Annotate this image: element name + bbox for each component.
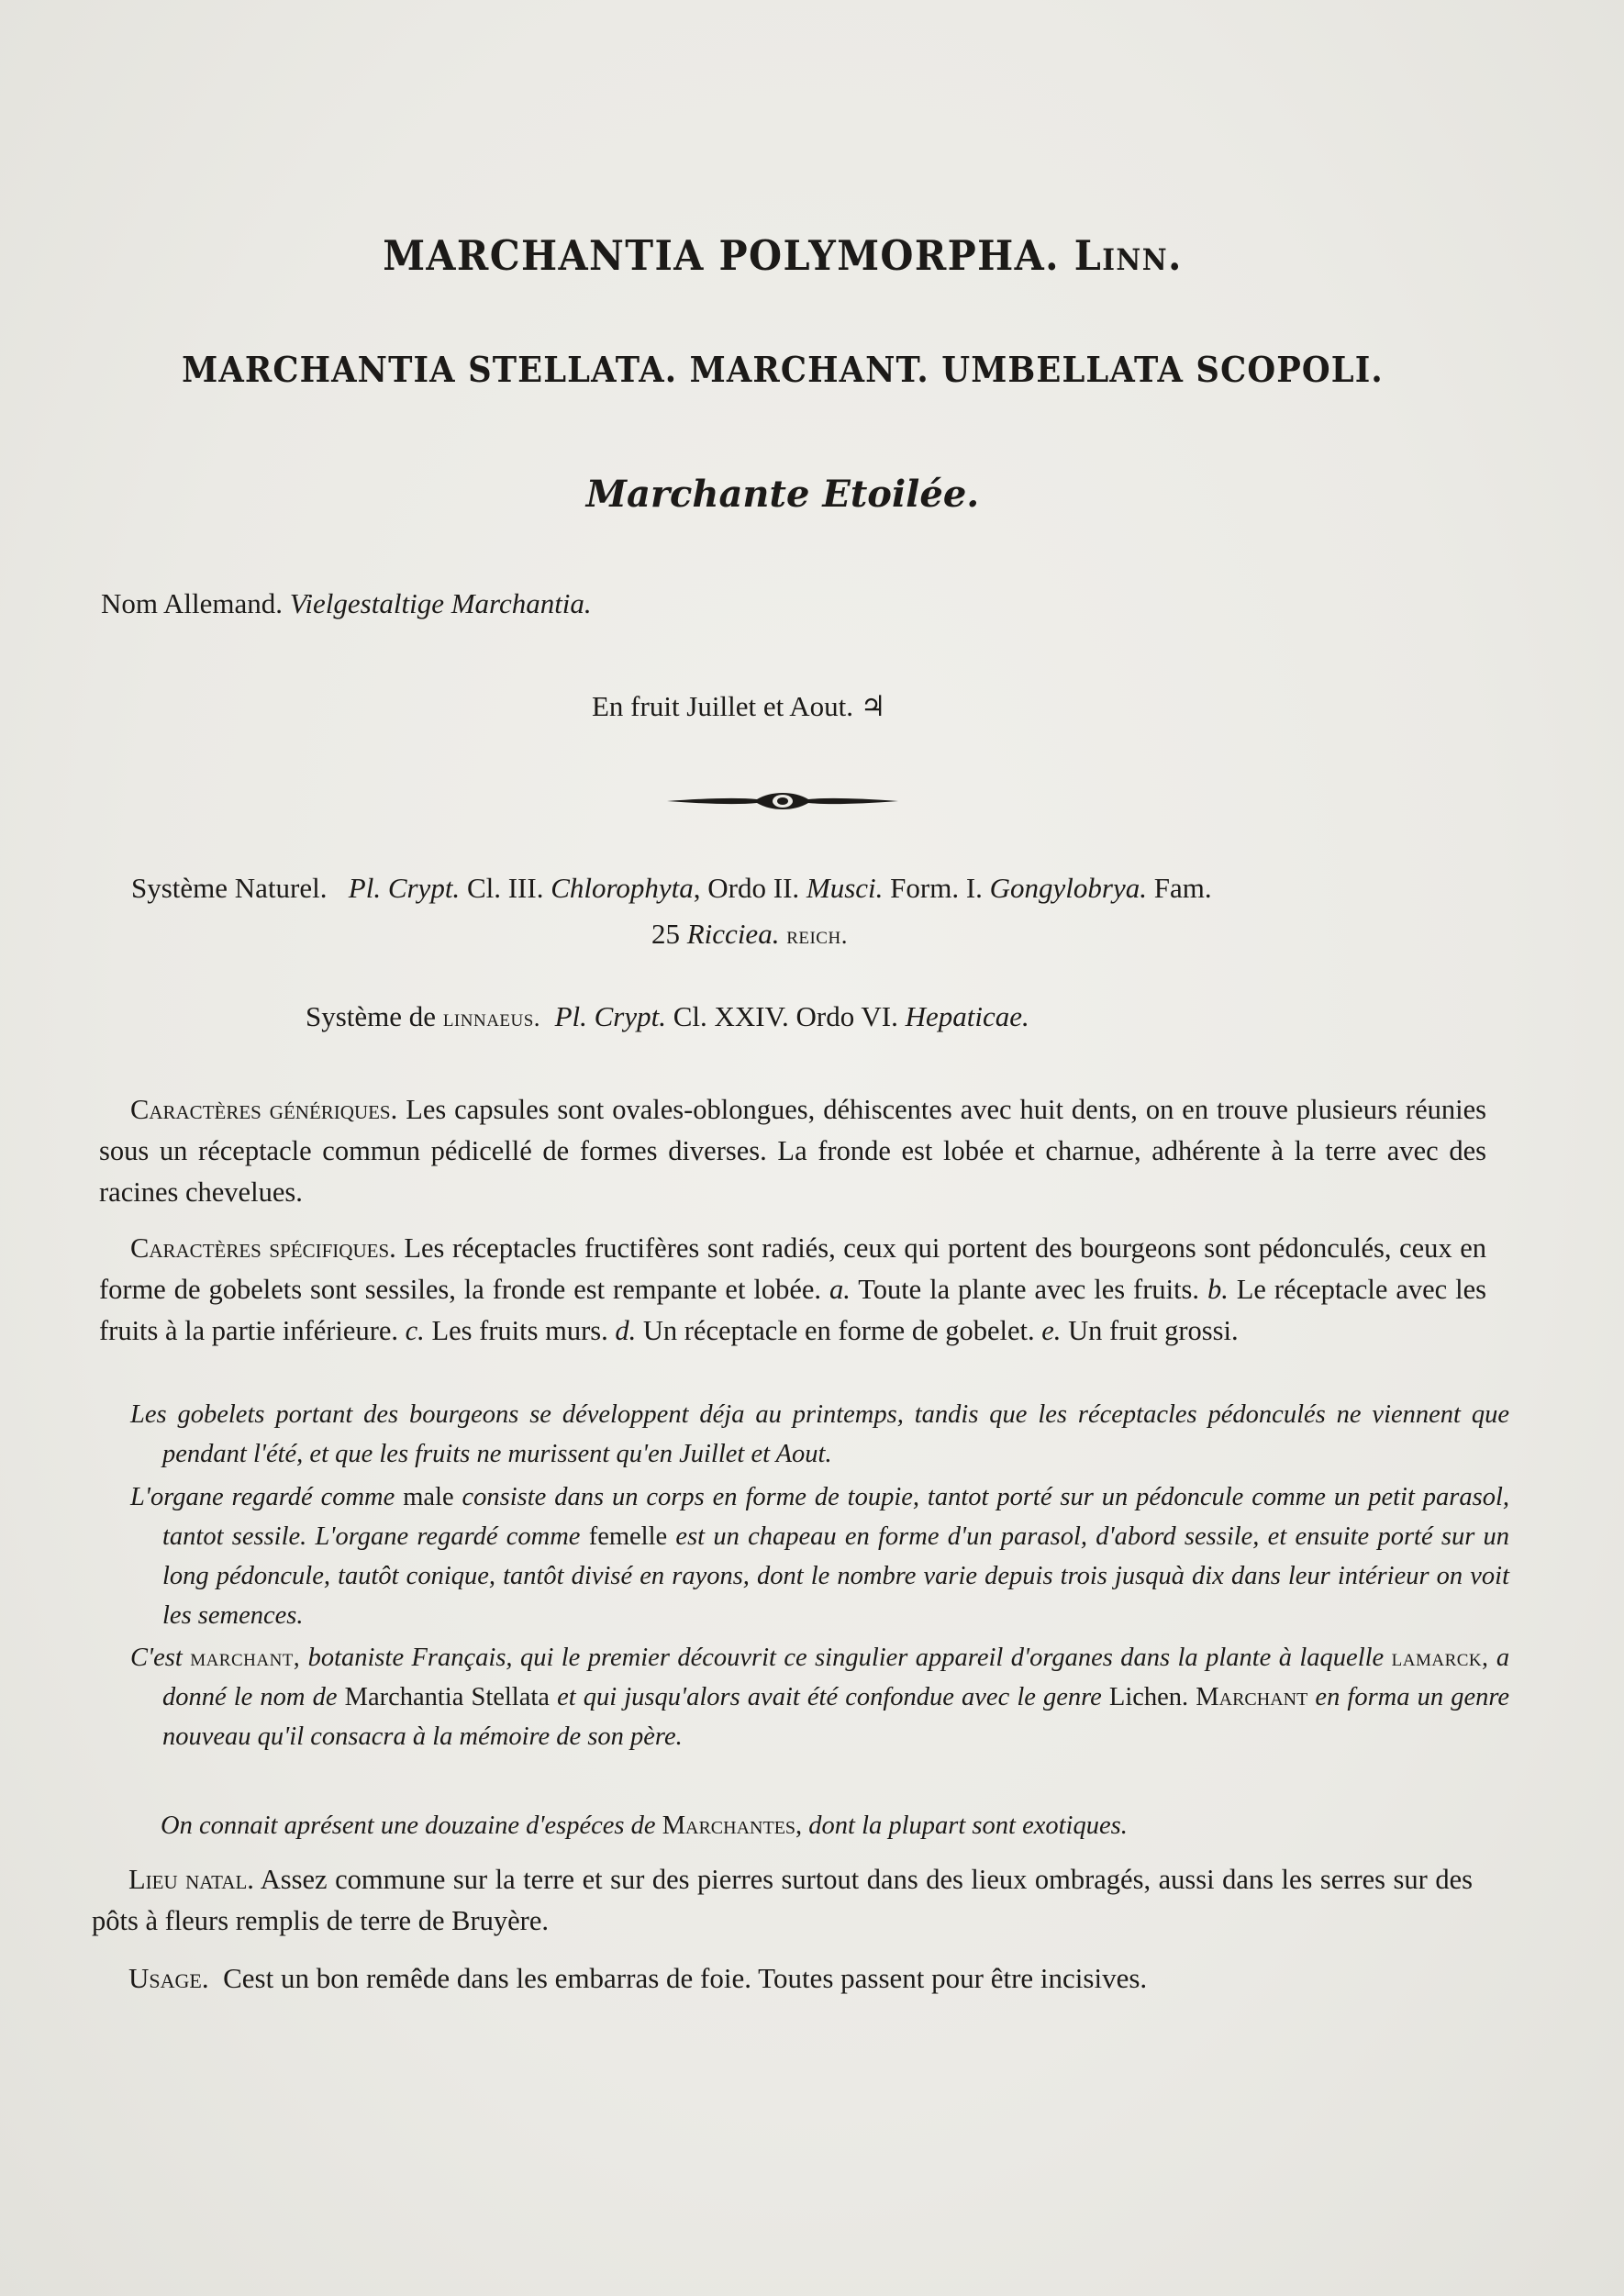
- system-linnaeus-hepaticae: Hepaticae.: [905, 1000, 1029, 1032]
- specific-text-e: Un fruit grossi.: [1068, 1315, 1239, 1346]
- habitat-head: Lieu natal.: [128, 1864, 254, 1895]
- specific-label-e: e.: [1041, 1315, 1062, 1346]
- page-title: [62, 231, 1503, 280]
- generic-characters: [99, 1089, 1486, 1213]
- system-natural-number: 25: [651, 918, 680, 950]
- french-name: Marchante Etoilée.: [585, 473, 980, 516]
- note-marchant-stellata: Marchantia Stellata: [344, 1683, 550, 1711]
- note-marchant-lichen: Lichen.: [1108, 1683, 1189, 1711]
- system-natural-chlorophyta: Chlorophyta: [551, 872, 694, 904]
- generic-text: Les capsules sont ovales-oblongues, déhiscentes avec huit dents, on en trouve plusieurs réunies sous un réceptacle commun pédicellé de formes diverses. La fronde est lobée et charnue, adhérente à la terre avec des racines chevelues.: [99, 1094, 1486, 1208]
- system-natural-reich: reich.: [786, 921, 848, 949]
- system-natural-line1: [131, 872, 1489, 905]
- note-marchant-a: C'est: [130, 1644, 183, 1672]
- german-name-line: [101, 587, 592, 620]
- note-douzaine-c: dont la plupart sont exotiques.: [808, 1811, 1128, 1840]
- system-natural-plcrypt: Pl. Crypt.: [348, 872, 461, 904]
- system-natural-line2: [651, 918, 848, 951]
- note-douzaine-a: On connait aprésent une douzaine d'espéces de: [161, 1811, 656, 1840]
- specific-head: Caractères spécifiques.: [130, 1232, 396, 1264]
- specific-text: Les réceptacles fructifères sont radiés, ceux qui portent des bourgeons sont pédonculés, ceux en forme de gobelets sont sessiles, la fronde est rempante et lobée.: [99, 1232, 1487, 1305]
- specific-label-d: d.: [615, 1315, 637, 1346]
- note-marchant-g: et qui jusqu'alors avait été confondue avec le genre: [557, 1683, 1102, 1711]
- system-natural-ordo: , Ordo II.: [693, 872, 800, 904]
- title-species: MARCHANTIA POLYMORPHA.: [383, 231, 1060, 280]
- note-douzaine-marchantes: Marchantes,: [662, 1811, 803, 1840]
- system-natural-label: Système Naturel.: [131, 872, 328, 904]
- note-organe: [130, 1477, 1509, 1635]
- title-author: Linn.: [1073, 231, 1183, 280]
- note-gobelets: Les gobelets portant des bourgeons se développent déja au printemps, tandis que les réceptacles pédonculés ne viennent que pendant l'été, et que les fruits ne murissent qu'en Juillet et Aout.: [130, 1400, 1509, 1468]
- system-natural-musci: Musci.: [806, 872, 884, 904]
- specific-text-c: Les fruits murs.: [431, 1315, 608, 1346]
- specific-text-b: Le réceptacle avec les fruits à la partie inférieure.: [99, 1274, 1487, 1346]
- system-natural-gongylobrya: Gongylobrya.: [989, 872, 1147, 904]
- note-marchant: [130, 1638, 1509, 1756]
- note-douzaine: [161, 1806, 1482, 1845]
- note-organe-male: male: [403, 1483, 454, 1511]
- generic-head: Caractères génériques.: [130, 1094, 398, 1125]
- system-linnaeus-author: linnaeus.: [442, 1004, 541, 1031]
- specific-label-c: c.: [405, 1315, 425, 1346]
- specific-characters: [99, 1228, 1486, 1352]
- synonyms-heading: MARCHANTIA STELLATA. MARCHANT. UMBELLATA SCOPOLI.: [182, 349, 1384, 390]
- habitat: [92, 1859, 1473, 1942]
- german-name: Vielgestaltige Marchantia.: [289, 587, 592, 619]
- note-organe-c: consiste dans un corps en forme de toupie, tantot porté sur un pédoncule comme un petit parasol, tantot sessile. L'organe regardé comme: [162, 1483, 1510, 1551]
- note-organe-a: L'organe regardé comme: [130, 1483, 395, 1511]
- specific-text-d: Un réceptacle en forme de gobelet.: [642, 1315, 1035, 1346]
- system-natural-form: Form. I.: [890, 872, 983, 904]
- system-natural-class: Cl. III.: [466, 872, 544, 904]
- usage-text: Cest un bon remêde dans les embarras de foie. Toutes passent pour être incisives.: [223, 1962, 1148, 1994]
- note-organe-e: est un chapeau en forme d'un parasol, d'abord sessile, et ensuite porté sur un long pédoncule, tautôt conique, tantôt divisé en rayons, dont le nombre varie depuis trois jusquà dix dans leur intérieur on voit les semences.: [162, 1522, 1510, 1630]
- usage: [128, 1962, 1147, 1995]
- usage-head: Usage.: [128, 1962, 209, 1994]
- ornament-divider: [665, 789, 900, 813]
- note-marchant-e: a donné le nom de: [162, 1644, 1510, 1711]
- note-marchant-c: botaniste Français, qui le premier découvrit ce singulier appareil d'organes dans la plante à laquelle: [307, 1644, 1385, 1672]
- system-linnaeus-class: Cl. XXIV. Ordo VI.: [673, 1000, 898, 1032]
- specific-text-a: Toute la plante avec les fruits.: [858, 1274, 1200, 1305]
- note-marchant-lamarck: lamarck,: [1391, 1644, 1489, 1671]
- note-marchant-j: en forma un genre nouveau qu'il consacra à la mémoire de son père.: [162, 1683, 1510, 1751]
- german-label: Nom Allemand.: [101, 587, 284, 619]
- note-marchant-name2: Marchant: [1196, 1683, 1308, 1711]
- system-linnaeus-line: [306, 1000, 1029, 1033]
- note-marchant-name: marchant,: [190, 1644, 301, 1671]
- note-organe-femelle: femelle: [588, 1522, 668, 1551]
- specific-label-b: b.: [1207, 1274, 1229, 1305]
- system-linnaeus-label: Système de: [306, 1000, 437, 1032]
- system-linnaeus-plcrypt: Pl. Crypt.: [554, 1000, 666, 1032]
- system-natural-fam: Fam.: [1153, 872, 1212, 904]
- fruiting-line: En fruit Juillet et Aout. ♃: [592, 690, 886, 722]
- specific-label-a: a.: [829, 1274, 851, 1305]
- habitat-text: Assez commune sur la terre et sur des pierres surtout dans des lieux ombragés, aussi dans les serres sur des pôts à fleurs remplis de terre de Bruyère.: [92, 1864, 1473, 1936]
- system-natural-ricciea: Ricciea.: [686, 918, 780, 950]
